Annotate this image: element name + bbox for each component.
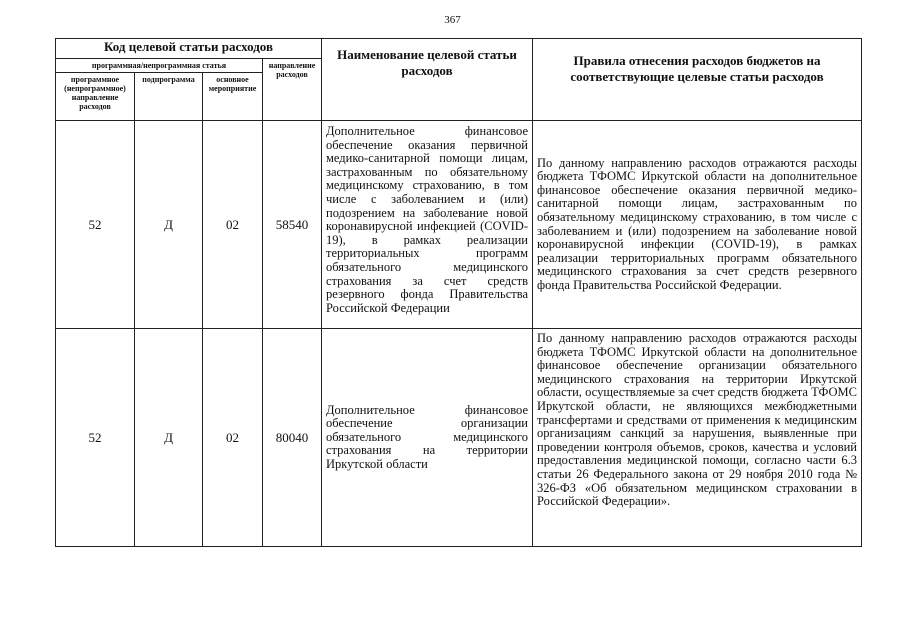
page-number: 367 [444,14,461,26]
name-cell: Дополнительное финансовое обеспечение оказания первичной медико-санитарной помощи лицам, застрахованным по обязательному медицинскому страхованию, в том числе с заболеванием и (или) подозрением на заболевание новой коронавирусной инфекцией (COVID-19), в рамках реализации территориальных программ обязательного медицинского страхования за счет средств резервного фонда Правительства Российской Федерации [322,121,533,329]
subprogram-cell: Д [135,329,203,547]
direction-cell: 80040 [263,329,322,547]
subprogram-cell: Д [135,121,203,329]
activity-cell: 02 [203,121,263,329]
budget-classification-table [55,38,862,547]
program-group-header: программная/непрограммная статья [56,59,263,73]
activity-cell: 02 [203,329,263,547]
rule-cell: По данному направлению расходов отражаются расходы бюджета ТФОМС Иркутской области на дополнительное финансовое обеспечение оказания первичной медико-санитарной помощи лицам, застрахованным по обязательному медицинскому страхованию, в том числе с заболеванием и (или) подозрением на заболевание новой коронавирусной инфекции (COVID-19), в рамках реализации территориальных программ обязательного медицинского страхования за счет средств резервного фонда Правительства Российской Федерации. [533,121,862,329]
table-row [56,121,862,329]
rule-cell: По данному направлению расходов отражаются расходы бюджета ТФОМС Иркутской области на дополнительное финансовое обеспечение организации обязательного медицинского страхования на территории Иркутской области, осуществляемые за счет средств бюджета ТФОМС Иркутской области, не являющихся межбюджетными трансфертами и средствами от применения к медицинским организациям санкций за нарушения, выявленные при проведении контроля объемов, сроков, качества и условий предоставления медицинской помощи, согласно части 6.3 статьи 26 Федерального закона от 29 ноября 2010 года № 326-ФЗ «Об обязательном медицинском страховании в Российской Федерации». [533,329,862,547]
program-direction-header: программное (непрограммное) направление расходов [56,73,135,121]
name-column-header: Наименование целевой статьи расходов [322,39,533,121]
expense-direction-header: направление расходов [263,59,322,121]
subprogram-header: подпрограмма [135,73,203,121]
program-cell: 52 [56,121,135,329]
main-activity-header: основное мероприятие [203,73,263,121]
direction-cell: 58540 [263,121,322,329]
name-cell: Дополнительное финансовое обеспечение организации обязательного медицинского страхования на территории Иркутской области [322,329,533,547]
table-row [56,329,862,547]
program-cell: 52 [56,329,135,547]
rules-column-header: Правила отнесения расходов бюджетов на соответствующие целевые статьи расходов [533,39,862,121]
code-group-header: Код целевой статьи расходов [56,39,322,59]
